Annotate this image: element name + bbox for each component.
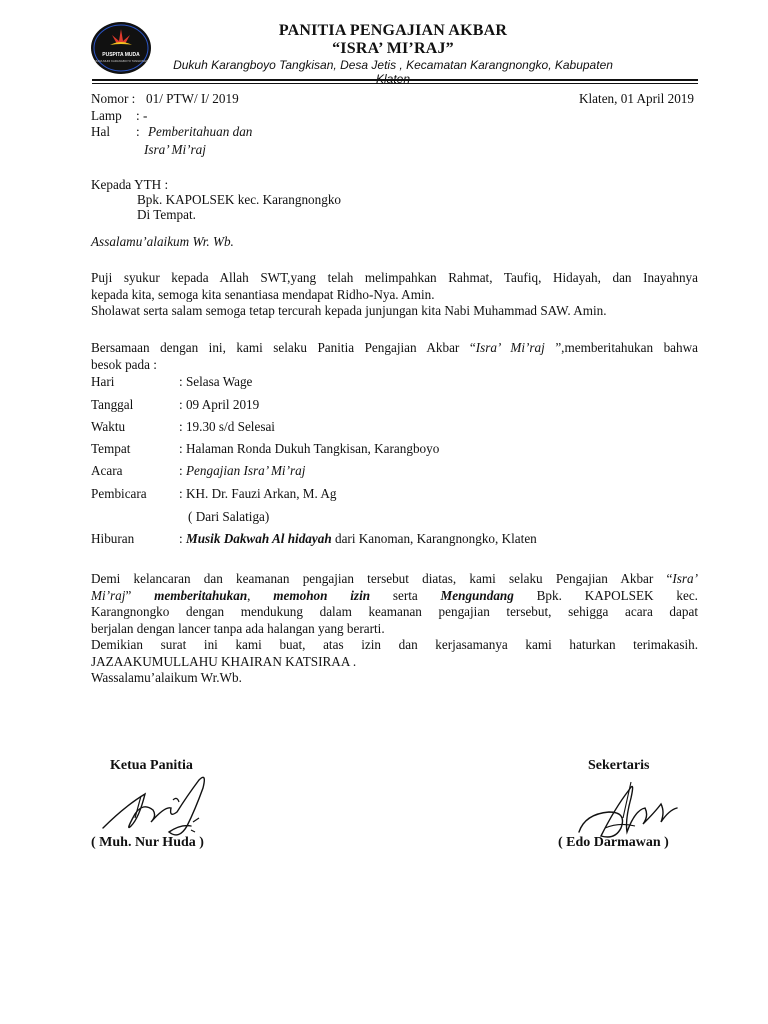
detail-value: : KH. Dr. Fauzi Arkan, M. Ag (179, 486, 337, 501)
right-signatory-title: Sekertaris (588, 758, 650, 773)
intro-part2: ”,memberitahukan bahwa (544, 340, 699, 355)
lamp-label: Lamp (91, 108, 122, 123)
closing-italic: Mi’raj (91, 587, 126, 603)
closing-line5: Demikian surat ini kami buat, atas izin dan kerjasamanya kami haturkan terimakasih. (91, 637, 698, 652)
closing-text: Demi kelancaran dan keamanan pengajian tersebut diatas, kami selaku Pengajian Akbar “ (91, 571, 673, 586)
detail-value: dari Kanoman, Karangnongko, Klaten (331, 531, 537, 546)
recipient-place: Di Tempat. (137, 207, 196, 222)
header-title-line2: “ISRA’ MI’RAJ” (332, 40, 454, 57)
opening-paragraph (91, 270, 698, 320)
header-divider (92, 79, 698, 81)
header-title-line1: PANITIA PENGAJIAN AKBAR (278, 22, 508, 39)
closing-bold: Mengundang (440, 587, 514, 603)
closing-bold: memberitahukan (154, 587, 248, 603)
detail-value: : 09 April 2019 (179, 397, 260, 412)
opening-line1: Puji syukur kepada Allah SWT,yang telah melimpahkan Rahmat, Taufiq, Hidayah, dan Inayahnya (91, 270, 698, 285)
left-signatory-title: Ketua Panitia (110, 758, 193, 773)
lamp-value: : - (136, 108, 148, 123)
detail-value: : 19.30 s/d Selesai (179, 419, 275, 434)
logo-text: PUSPITA MUDA (102, 52, 140, 58)
closing-text: ” (125, 587, 155, 603)
detail-label: Hari (91, 374, 115, 389)
hal-label: Hal (91, 124, 111, 139)
closing-text: Bpk. KAPOLSEK kec. (513, 587, 698, 603)
closing-line6: JAZAAKUMULLAHU KHAIRAN KATSIRAA . (91, 653, 357, 669)
opening-line3: Sholawat serta salam semoga tetap tercurah kepada junjungan kita Nabi Muhammad SAW. Amin. (91, 303, 607, 318)
detail-colon: : (179, 531, 186, 546)
intro-paragraph (91, 340, 698, 373)
letter-date: Klaten, 01 April 2019 (578, 91, 694, 106)
recipient-name: Bpk. KAPOLSEK kec. Karangnongko (137, 192, 342, 207)
detail-label: Hiburan (91, 531, 135, 546)
closing-italic: Isra’ (672, 571, 698, 586)
detail-value: Pengajian Isra’ Mi’raj (185, 463, 306, 478)
detail-label: Tempat (91, 441, 131, 456)
header-divider-thin (92, 83, 698, 84)
opening-line2: kepada kita, semoga kita senantiasa mendapat Ridho-Nya. Amin. (91, 286, 435, 302)
detail-value: : Halaman Ronda Dukuh Tangkisan, Karangboyo (179, 441, 440, 456)
closing-paragraph (91, 571, 698, 687)
detail-extra: ( Dari Salatiga) (188, 509, 270, 524)
detail-label: Tanggal (91, 397, 134, 412)
intro-line2: besok pada : (91, 356, 157, 372)
closing-text: , (247, 587, 274, 603)
detail-label: Pembicara (91, 486, 147, 501)
closing-line4: berjalan dengan lancer tanpa ada halangan yang berarti. (91, 620, 385, 636)
closing-line3: Karangnongko dengan mendukung dalam keamanan pengajian tersebut, sehigga acara dapat (91, 604, 698, 619)
nomor-value: 01/ PTW/ I/ 2019 (146, 91, 239, 106)
detail-value-bold: Musik Dakwah Al hidayah (185, 531, 332, 546)
right-signatory-name: ( Edo Darmawan ) (558, 835, 669, 850)
intro-part1: Bersamaan dengan ini, kami selaku Panitia Pengajian Akbar “ (91, 340, 476, 355)
detail-colon: : (179, 463, 186, 478)
left-signatory-name: ( Muh. Nur Huda ) (91, 835, 204, 850)
logo-subtext: MUDA MUDI KARANGBOYO TANGKISAN (94, 59, 148, 63)
left-signature (95, 766, 225, 846)
detail-label: Waktu (91, 419, 126, 434)
recipient-kepada: Kepada YTH : (91, 177, 169, 192)
closing-text: serta (370, 587, 441, 603)
greeting: Assalamu’alaikum Wr. Wb. (91, 234, 234, 249)
closing-line7: Wassalamu’alaikum Wr.Wb. (91, 670, 242, 685)
closing-bold: memohon izin (273, 587, 371, 603)
hal-line1: Pemberitahuan dan (148, 124, 253, 139)
intro-italic: Isra’ Mi’raj (475, 340, 545, 355)
header-address: Dukuh Karangboyo Tangkisan, Desa Jetis , Kecamatan Karangnongko, Kabupaten (173, 58, 613, 72)
detail-label: Acara (91, 463, 123, 478)
hal-colon: : (136, 124, 140, 139)
organization-logo (90, 21, 152, 75)
hal-line2: Isra’ Mi’raj (144, 142, 206, 157)
nomor-label: Nomor : (91, 91, 136, 106)
detail-value: : Selasa Wage (179, 374, 253, 389)
